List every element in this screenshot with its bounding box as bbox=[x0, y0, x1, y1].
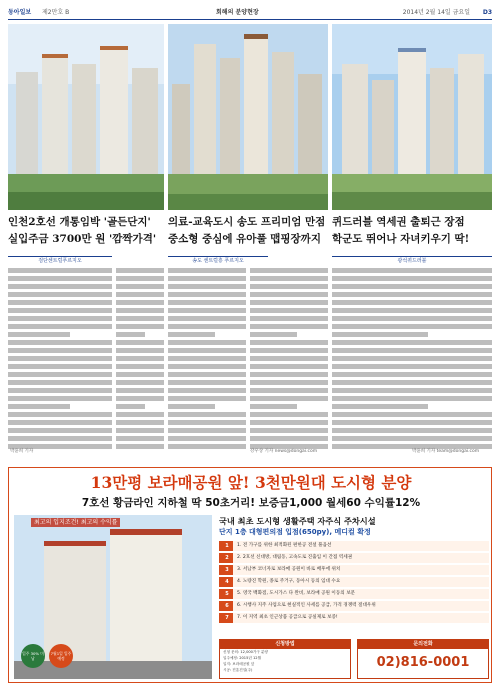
body-text-line bbox=[8, 284, 112, 289]
contact-phone[interactable]: 02)816-0001 bbox=[376, 655, 470, 670]
ad-feature-item bbox=[219, 601, 489, 611]
body-text-line bbox=[168, 364, 246, 369]
body-text-line bbox=[250, 420, 328, 425]
body-text-line bbox=[332, 356, 492, 361]
body-text-line bbox=[168, 348, 246, 353]
body-text-line bbox=[250, 388, 328, 393]
body-text-line bbox=[116, 324, 164, 329]
body-text-line bbox=[168, 444, 246, 449]
advertisement bbox=[8, 467, 492, 683]
ad-feature-item bbox=[219, 565, 489, 575]
feature-number: 7 bbox=[221, 613, 233, 623]
body-text-line bbox=[332, 396, 492, 401]
body-text-line bbox=[116, 268, 164, 273]
feature-number: 4 bbox=[221, 577, 233, 587]
body-text-line bbox=[250, 404, 297, 409]
issue-date: 2014년 2월 14일 금요일 bbox=[402, 9, 470, 16]
body-text-line bbox=[8, 324, 112, 329]
body-text-line bbox=[8, 380, 112, 385]
body-text-line bbox=[168, 436, 246, 441]
body-text-line bbox=[332, 276, 492, 281]
ad-badge: 입주 30% 미납 bbox=[21, 644, 45, 668]
body-text-line bbox=[250, 300, 328, 305]
feature-text: 5. 영국 백화점, 도시가스 다 완비, 보라매 공원 이동의 보문 bbox=[237, 591, 356, 596]
body-text-line bbox=[116, 340, 164, 345]
body-text-line bbox=[332, 364, 492, 369]
ad-feature-list bbox=[219, 541, 489, 623]
article-1-body-col-2 bbox=[116, 268, 164, 458]
body-text-line bbox=[168, 420, 246, 425]
feature-number: 5 bbox=[221, 589, 233, 599]
body-text-line bbox=[250, 332, 297, 337]
body-text-line bbox=[8, 412, 112, 417]
newspaper-name: 동아일보 bbox=[8, 9, 32, 16]
body-text-line bbox=[116, 436, 164, 441]
ad-details bbox=[219, 515, 489, 679]
article-1-headline bbox=[8, 214, 164, 248]
body-text-line bbox=[332, 268, 492, 273]
ad-title: 13만평 보라매공원 앞! 3천만원대 도시형 분양 bbox=[90, 473, 412, 492]
body-text-line bbox=[168, 284, 246, 289]
apply-info-row: 입주예정: 2015년 12월 bbox=[223, 656, 262, 660]
body-text-line bbox=[250, 380, 328, 385]
body-text-line bbox=[116, 372, 164, 377]
body-text-line bbox=[250, 348, 328, 353]
body-text-line bbox=[332, 420, 492, 425]
body-text-line bbox=[250, 340, 328, 345]
section-title: 회해의 분양현장 bbox=[216, 9, 259, 16]
headline-line: 중소형 중심에 유아풀 맵핑장까지 bbox=[168, 233, 321, 245]
apartment-photo-1 bbox=[8, 24, 164, 210]
body-text-line bbox=[8, 300, 112, 305]
body-text-line bbox=[168, 380, 246, 385]
headline-line: 학군도 뛰어나 자녀키우기 딱! bbox=[332, 233, 470, 245]
ad-photo-caption: 최고의 입지조건! 최고의 수익률 bbox=[31, 518, 120, 527]
feature-text: 4. 노량진 학원, 종로 주거구, 동아시 등의 임대 수요 bbox=[237, 579, 341, 584]
body-text-line bbox=[8, 396, 112, 401]
body-text-line bbox=[332, 292, 492, 297]
body-text-line bbox=[8, 332, 70, 337]
body-text-line bbox=[116, 300, 164, 305]
feature-number: 2 bbox=[221, 553, 233, 563]
body-text-line bbox=[116, 380, 164, 385]
body-text-line bbox=[168, 316, 246, 321]
body-text-line bbox=[332, 380, 492, 385]
body-text-line bbox=[250, 268, 328, 273]
body-text-line bbox=[116, 388, 164, 393]
body-text-line bbox=[332, 428, 492, 433]
body-text-line bbox=[250, 276, 328, 281]
apply-method-box bbox=[219, 639, 351, 679]
body-text-line bbox=[168, 428, 246, 433]
body-text-line bbox=[250, 364, 328, 369]
body-text-line bbox=[332, 388, 492, 393]
body-text-line bbox=[332, 348, 492, 353]
body-text-line bbox=[332, 436, 492, 441]
body-text-line bbox=[168, 268, 246, 273]
article-2-subheading: 송도 센트럴흥 푸르지오 bbox=[168, 256, 268, 264]
body-text-line bbox=[8, 348, 112, 353]
body-text-line bbox=[332, 316, 492, 321]
body-text-line bbox=[250, 412, 328, 417]
ad-info-boxes bbox=[219, 639, 489, 679]
body-text-line bbox=[168, 404, 215, 409]
body-text-line bbox=[116, 308, 164, 313]
body-text-line bbox=[250, 396, 328, 401]
body-text-line bbox=[116, 444, 164, 449]
body-text-line bbox=[8, 340, 112, 345]
body-text-line bbox=[250, 316, 328, 321]
body-text-line bbox=[168, 388, 246, 393]
headline-line: 의료-교육도시 송도 프리미엄 만점 bbox=[168, 216, 326, 228]
contact-box bbox=[357, 639, 489, 679]
body-text-line bbox=[250, 428, 328, 433]
body-text-line bbox=[250, 436, 328, 441]
body-text-line bbox=[116, 316, 164, 321]
body-text-line bbox=[168, 372, 246, 377]
body-text-line bbox=[8, 404, 70, 409]
body-text-line bbox=[332, 332, 428, 337]
body-text-line bbox=[250, 308, 328, 313]
body-text-line bbox=[8, 428, 112, 433]
feature-text: 1. 전 가구를 위한 최적화된 편한공 전설 풀옵션 bbox=[237, 543, 332, 548]
ad-feature-item bbox=[219, 613, 489, 623]
body-text-line bbox=[168, 308, 246, 313]
body-text-line bbox=[250, 292, 328, 297]
body-text-line bbox=[332, 412, 492, 417]
ad-badge: 7월1일 입주예정 bbox=[49, 644, 73, 668]
body-text-line bbox=[332, 308, 492, 313]
body-text-line bbox=[168, 292, 246, 297]
article-3-subheading: 광석퀴드러블 bbox=[332, 256, 492, 264]
apply-info-row: 시공: 진흥건설(주) bbox=[223, 668, 253, 672]
article-2-byline: 강우상 기자 news@dongai.com bbox=[250, 449, 318, 454]
article-3-headline bbox=[332, 214, 492, 248]
apartment-photo-3 bbox=[332, 24, 492, 210]
body-text-line bbox=[116, 364, 164, 369]
body-text-line bbox=[8, 364, 112, 369]
apply-method-title: 신청방법 bbox=[220, 640, 350, 649]
feature-number: 3 bbox=[221, 565, 233, 575]
body-text-line bbox=[168, 396, 246, 401]
ad-feature-item bbox=[219, 589, 489, 599]
issue-number: 제2만호 B bbox=[42, 9, 70, 16]
article-1-subheading: 검단센트럴푸르지오 bbox=[8, 256, 112, 264]
feature-text: 3. 서남부 코너자로 보라매 공원이 바로 배후에 위치 bbox=[237, 567, 341, 572]
page-number: D3 bbox=[482, 9, 492, 16]
body-text-line bbox=[8, 436, 112, 441]
body-text-line bbox=[332, 404, 428, 409]
apartment-photo-2 bbox=[168, 24, 328, 210]
ad-unit-info: 단지 1층 대형편의점 입점(650py), 메디컬 확정 bbox=[219, 528, 371, 536]
body-text-line bbox=[116, 284, 164, 289]
article-1-body-col-1 bbox=[8, 268, 112, 458]
article-3-byline: 박윤희 기자 team@dongai.com bbox=[412, 449, 480, 454]
article-2-body-col-1 bbox=[168, 268, 246, 458]
body-text-line bbox=[116, 404, 145, 409]
article-3-body bbox=[332, 268, 492, 458]
body-text-line bbox=[332, 340, 492, 345]
body-text-line bbox=[116, 412, 164, 417]
ad-feature-item bbox=[219, 577, 489, 587]
body-text-line bbox=[116, 276, 164, 281]
body-text-line bbox=[8, 316, 112, 321]
body-text-line bbox=[168, 300, 246, 305]
body-text-line bbox=[8, 388, 112, 393]
body-text-line bbox=[168, 332, 215, 337]
body-text-line bbox=[8, 420, 112, 425]
headline-line: 실입주금 3700만 원 '깜짝가격' bbox=[8, 233, 157, 245]
article-2-headline bbox=[168, 214, 328, 248]
body-text-line bbox=[116, 332, 145, 337]
body-text-line bbox=[250, 324, 328, 329]
body-text-line bbox=[250, 284, 328, 289]
feature-text: 2. 2호선 신대방, 대림동, 고속도로 진출입 이 간접 역세권 bbox=[237, 555, 353, 560]
body-text-line bbox=[8, 308, 112, 313]
body-text-line bbox=[332, 372, 492, 377]
body-text-line bbox=[8, 372, 112, 377]
body-text-line bbox=[116, 292, 164, 297]
feature-text: 7. 이 지역 최초 인근상품 공급으로 공실제로 보증! bbox=[237, 615, 338, 620]
body-text-line bbox=[8, 292, 112, 297]
body-text-line bbox=[116, 428, 164, 433]
body-text-line bbox=[8, 268, 112, 273]
headline-line: 퀴드러블 역세권 출퇴근 장점 bbox=[332, 216, 465, 228]
body-text-line bbox=[8, 356, 112, 361]
body-text-line bbox=[250, 372, 328, 377]
ad-subtitle: 7호선 황금라인 지하철 딱 50초거리! 보증금1,000 월세60 수익률12% bbox=[81, 497, 421, 509]
body-text-line bbox=[332, 324, 492, 329]
contact-title: 문의전화 bbox=[358, 640, 488, 649]
body-text-line bbox=[168, 340, 246, 345]
article-1-byline: 박윤희 기자 bbox=[10, 449, 34, 454]
body-text-line bbox=[116, 348, 164, 353]
ad-feature-item bbox=[219, 553, 489, 563]
body-text-line bbox=[250, 356, 328, 361]
feature-text: 6. 시행사 지주 사업으로 현실적인 사세를 공급, 가격 경쟁력 절대우위 bbox=[237, 603, 376, 608]
headline-line: 인천2호선 개통임박 '골든단지' bbox=[8, 216, 151, 228]
apply-info-row: 신청 문의: 12,000가구 분양 bbox=[223, 650, 268, 654]
body-text-line bbox=[332, 300, 492, 305]
feature-number: 6 bbox=[221, 601, 233, 611]
body-text-line bbox=[168, 356, 246, 361]
apply-info-row: 입지: 보라매공원 앞 bbox=[223, 662, 255, 666]
body-text-line bbox=[116, 420, 164, 425]
body-text-line bbox=[168, 324, 246, 329]
body-text-line bbox=[168, 276, 246, 281]
feature-number: 1 bbox=[221, 541, 233, 551]
ad-feature-item bbox=[219, 541, 489, 551]
body-text-line bbox=[332, 284, 492, 289]
body-text-line bbox=[116, 396, 164, 401]
article-2-body-col-2 bbox=[250, 268, 328, 458]
ad-headline: 국내 최초 도시형 생활주택 자주식 주차시설 bbox=[219, 516, 376, 526]
body-text-line bbox=[168, 412, 246, 417]
body-text-line bbox=[8, 276, 112, 281]
masthead bbox=[8, 8, 492, 20]
body-text-line bbox=[116, 356, 164, 361]
